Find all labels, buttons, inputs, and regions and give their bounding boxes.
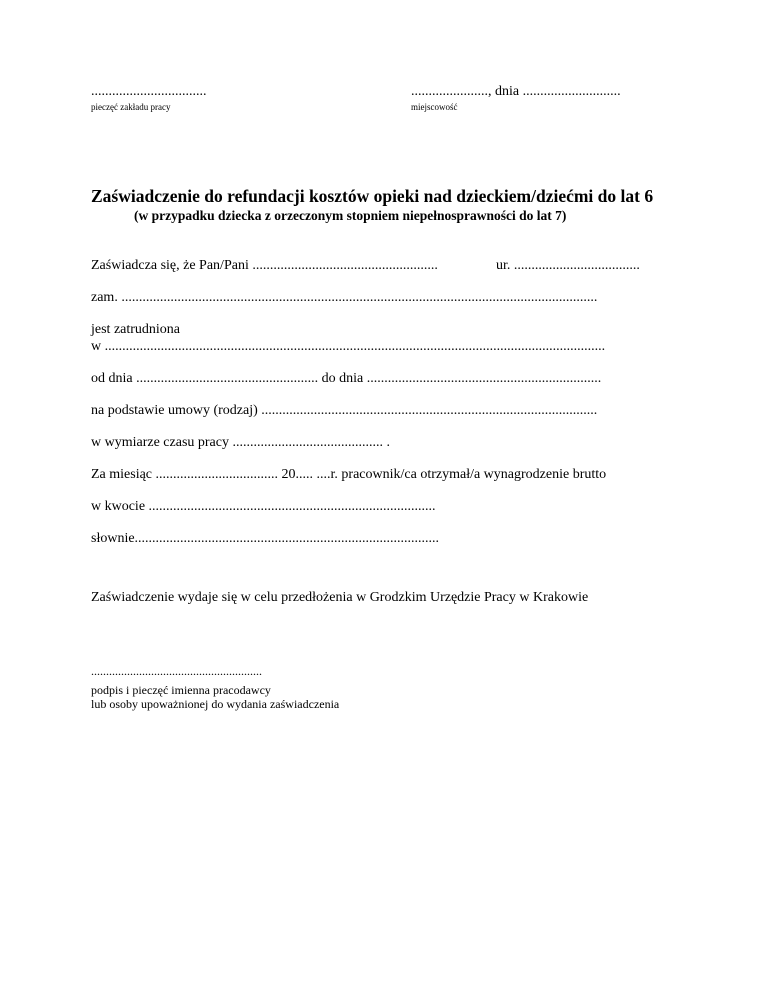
place-caption: miejscowość [411, 102, 458, 112]
signature-caption-1: podpis i pieczęć imienna pracodawcy [91, 683, 271, 697]
purpose-statement: Zaświadczenie wydaje się w celu przedłożenia w Grodzkim Urzędzie Pracy w Krakowie [91, 590, 589, 605]
document-subtitle: (w przypadku dziecka z orzeczonym stopniem niepełnosprawności do lat 7) [134, 208, 567, 223]
signature-dotted-line: ......................................................... [91, 664, 262, 678]
salary-month-field: Za miesiąc ................................... 20..... ....r. pracownik/ca otrzymał/a wynagrodzenie brutto [91, 467, 607, 482]
salary-amount-field: w kwocie .................................................................................. [91, 499, 436, 514]
employed-label: jest zatrudniona [91, 322, 181, 337]
employer-field: w ............................................................................................................................................... [91, 339, 606, 354]
stamp-caption: pieczęć zakładu pracy [91, 102, 171, 112]
employee-name-field: Zaświadcza się, że Pan/Pani ..................................................... [91, 258, 438, 273]
stamp-dotted-line: ................................. [91, 84, 207, 99]
working-time-field: w wymiarze czasu pracy ........................................... . [91, 435, 390, 450]
birth-date-field: ur. .................................... [496, 258, 640, 273]
salary-in-words-field: słownie....................................................................................... [91, 531, 440, 546]
signature-caption-2: lub osoby upoważnionej do wydania zaświadczenia [91, 697, 340, 711]
contract-type-field: na podstawie umowy (rodzaj) ................................................................................................ [91, 403, 598, 418]
employment-period-field: od dnia .................................................... do dnia ................................................................... [91, 371, 602, 386]
place-date-line: ......................, dnia ............................ [411, 84, 621, 99]
document-title: Zaświadczenie do refundacji kosztów opieki nad dzieckiem/dziećmi do lat 6 [91, 186, 654, 206]
address-field: zam. ........................................................................................................................................ [91, 290, 598, 305]
